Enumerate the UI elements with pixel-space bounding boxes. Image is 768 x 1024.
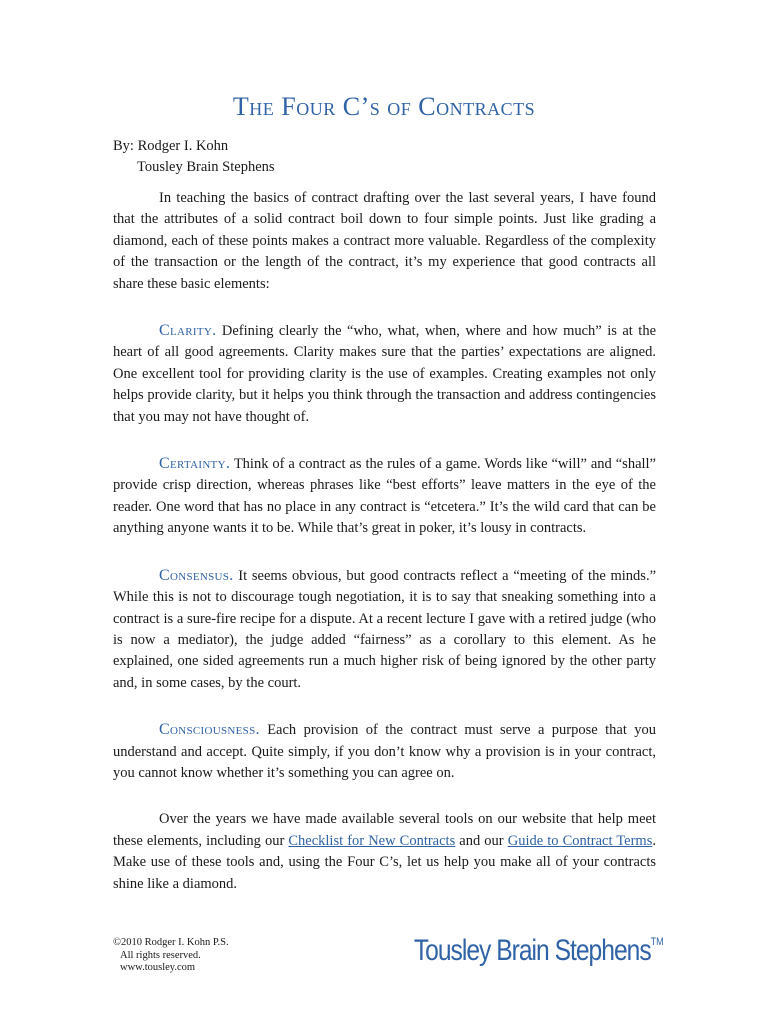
section-text-clarity: Defining clearly the “who, what, when, where and how much” is at the heart of all good agreements. Clarity makes sure that the parties’ expectations are aligned. One excellent tool for providing clarity is the use of examples. Creating examples not only helps provide clarity, but it helps you think through the transaction and address contingencies that you may not have thought of. [113,323,656,425]
closing-paragraph: Over the years we have made available several tools on our website that help meet these elements, including our Checklist for New Contracts and our Guide to Contract Terms. Make use of these tools and, using the Four C’s, let us help you make all of your contracts shine like a diamond. [113,811,656,892]
footer-copyright [113,937,229,975]
brand-logo [414,934,664,968]
document-title: The Four C’s of Contracts [232,92,536,121]
byline-author: By: Rodger I. Kohn [113,138,229,154]
byline [113,136,275,178]
section-certainty: Certainty. Think of a contract as the rules of a game. Words like “will” and “shall” provide crisp direction, whereas phrases like “best efforts” leave matters in the eye of the reader. One word that has no place in any contract is “etcetera.” It’s the wild card that can be anything anyone wants it to be. While that’s great in poker, it’s lousy in contracts. [113,455,656,537]
section-text-consciousness: Each provision of the contract must serve a purpose that you understand and accept. Quite simply, if you don’t know why a provision is in your contract, you cannot know whether it’s something you can agree on. [113,722,656,781]
website-text: www.tousley.com [120,962,196,973]
intro-paragraph: In teaching the basics of contract drafting over the last several years, I have found that the attributes of a solid contract boil down to four simple points. Just like grading a diamond, each of these points makes a contract more valuable. Regardless of the complexity of the transaction or the length of the contract, it’s my experience that good contracts all share these basic elements: [113,190,656,292]
section-heading-consensus: Consensus [159,566,230,584]
byline-firm: Tousley Brain Stephens [137,159,275,175]
section-consciousness: Consciousness. Each provision of the contract must serve a purpose that you understand and accept. Quite simply, if you don’t know why a provision is in your contract, you cannot know whether it’s something you can agree on. [113,721,656,781]
section-text-certainty: Think of a contract as the rules of a game. Words like “will” and “shall” provide crisp direction, whereas phrases like “best efforts” leave matters in the eye of the reader. One word that has no place in any contract is “etcetera.” It’s the wild card that can be anything anyone wants it to be. While that’s great in poker, it’s lousy in contracts. [113,456,656,537]
section-heading-consciousness: Consciousness [159,721,256,739]
brand-name: Tousley Brain Stephens [414,934,651,967]
guide-contract-terms-link[interactable]: Guide to Contract Terms [507,832,653,849]
section-heading-clarity: Clarity [159,322,213,340]
section-consensus: Consensus. It seems obvious, but good contracts reflect a “meeting of the minds.” While this is not to discourage tough negotiation, it is to say that sneaking something into a contract is a sure-fire recipe for a dispute. At a recent lecture I gave with a retired judge (who is now a mediator), the judge added “fairness” as a corollary to this element. As he explained, one sided agreements run a much higher risk of being ignored by the other party and, in some cases, by the court. [113,566,656,691]
section-heading-certainty: Certainty [159,455,226,473]
rights-text: All rights reserved. [120,949,201,961]
article-body [113,188,656,920]
trademark-mark: TM [650,936,664,948]
section-clarity: Clarity. Defining clearly the “who, what, when, where and how much” is at the heart of all good agreements. Clarity makes sure that the parties’ expectations are aligned. One excellent tool for providing clarity is the use of examples. Creating examples not only helps provide clarity, but it helps you think through the transaction and address contingencies that you may not have thought of. [113,322,656,425]
checklist-new-contracts-link[interactable]: Checklist for New Contracts [288,832,456,849]
copyright-text: ©2010 Rodger I. Kohn P.S. [113,937,229,948]
section-text-consensus: It seems obvious, but good contracts reflect a “meeting of the minds.” While this is not to discourage tough negotiation, it is to say that sneaking something into a contract is a sure-fire recipe for a dispute. At a recent lecture I gave with a retired judge (who is now a mediator), the judge added “fairness” as a corollary to this element. As he explained, one sided agreements run a much higher risk of being ignored by the other party and, in some cases, by the court. [113,567,656,691]
